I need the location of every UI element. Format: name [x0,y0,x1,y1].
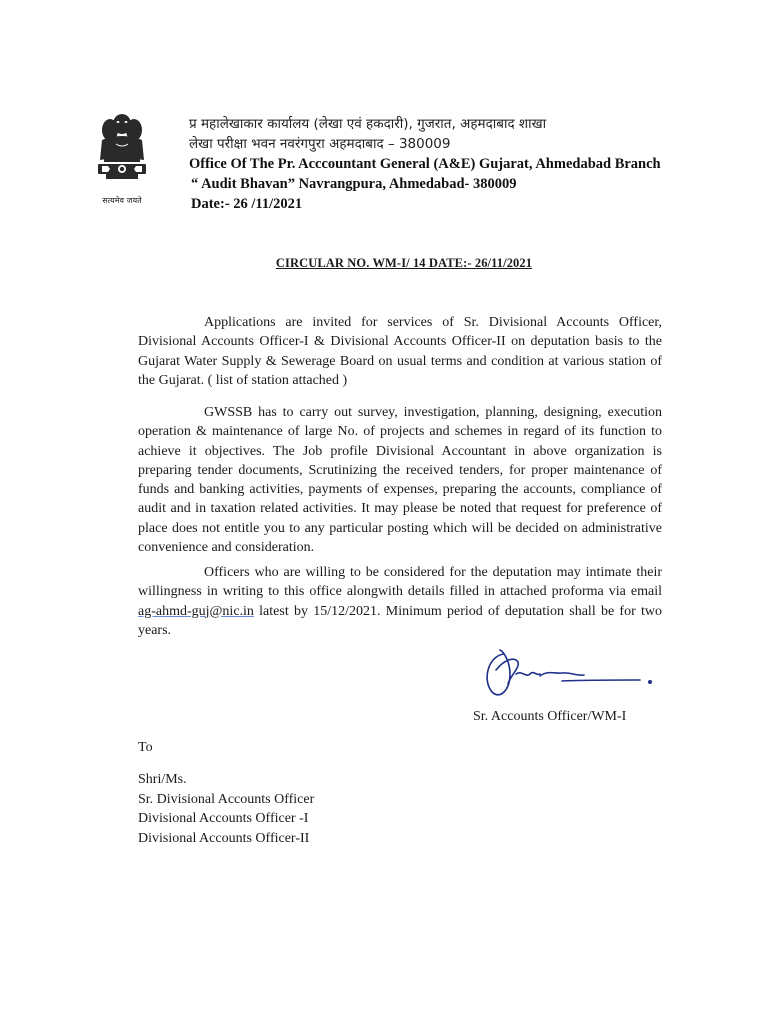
national-emblem-icon [88,110,156,194]
addressee-list [138,770,314,848]
office-address-english: “ Audit Bhavan” Navrangpura, Ahmedabad- 380009 [191,176,517,192]
office-name-english: Office Of The Pr. Acccountant General (A&E) Gujarat, Ahmedabad Branch [189,156,661,172]
addressee-line: Shri/Ms. [138,772,187,787]
circular-title-row [0,256,768,271]
circular-title: CIRCULAR NO. WM-I/ 14 DATE:- 26/11/2021 [275,256,533,270]
paragraph-gwssb-profile: GWSSB has to carry out survey, investigation, planning, designing, execution operation & maintenance of large No. of projects and schemes in regard of its function to achieve it objectives. The Job profile Divisional Accountant in above organization is preparing tender documents, Scrutinizing the received tenders, for proper maintenance of funds and banking activities, payments of expenses, preparing the accounts, compliance of audit and in taxation related activities. It may please be noted that request for preference of place does not entitle you to any particular posting which will be decided on administrative convenience and consideration. [138,405,662,556]
addressee-line: Divisional Accounts Officer-II [138,830,310,846]
paragraph-deputation-text-end: latest by 15/12/2021. Minimum period of deputation shall be for two years. [138,603,662,638]
paragraph-deputation-text-start: Officers who are willing to be considered for the deputation may intimate their willingness in writing to this office alongwith details filled in attached proforma via email [138,565,662,600]
emblem-motto: सत्यमेव जयते [102,196,142,205]
signature-icon [470,640,670,710]
addressee-line: Divisional Accounts Officer -I [138,811,309,826]
office-address-hindi: लेखा परीक्षा भवन नवरंगपुरा अहमदाबाद – 380009 [189,136,451,152]
email-link[interactable]: ag-ahmd-guj@nic.in [138,603,254,619]
office-name-hindi: प्र महालेखाकार कार्यालय (लेखा एवं हकदारी), गुजरात, अहमदाबाद शाखा [189,116,547,132]
signatory-designation: Sr. Accounts Officer/WM-I [473,709,627,724]
paragraph-applications: Applications are invited for services of Sr. Divisional Accounts Officer, Divisional Accounts Officer-I & Divisional Accounts Officer-II on deputation basis to the Gujarat Water Supply & Sewerage Board on usual terms and condition at various station of the Gujarat. ( list of station attached ) [138,315,662,388]
national-emblem [88,110,156,206]
letterhead [189,114,749,214]
header-date: Date:- 26 /11/2021 [191,196,303,212]
signature [470,640,670,710]
addressee-line: Sr. Divisional Accounts Officer [138,791,315,807]
to-label: To [138,740,153,755]
paragraph-deputation-terms [138,563,662,640]
